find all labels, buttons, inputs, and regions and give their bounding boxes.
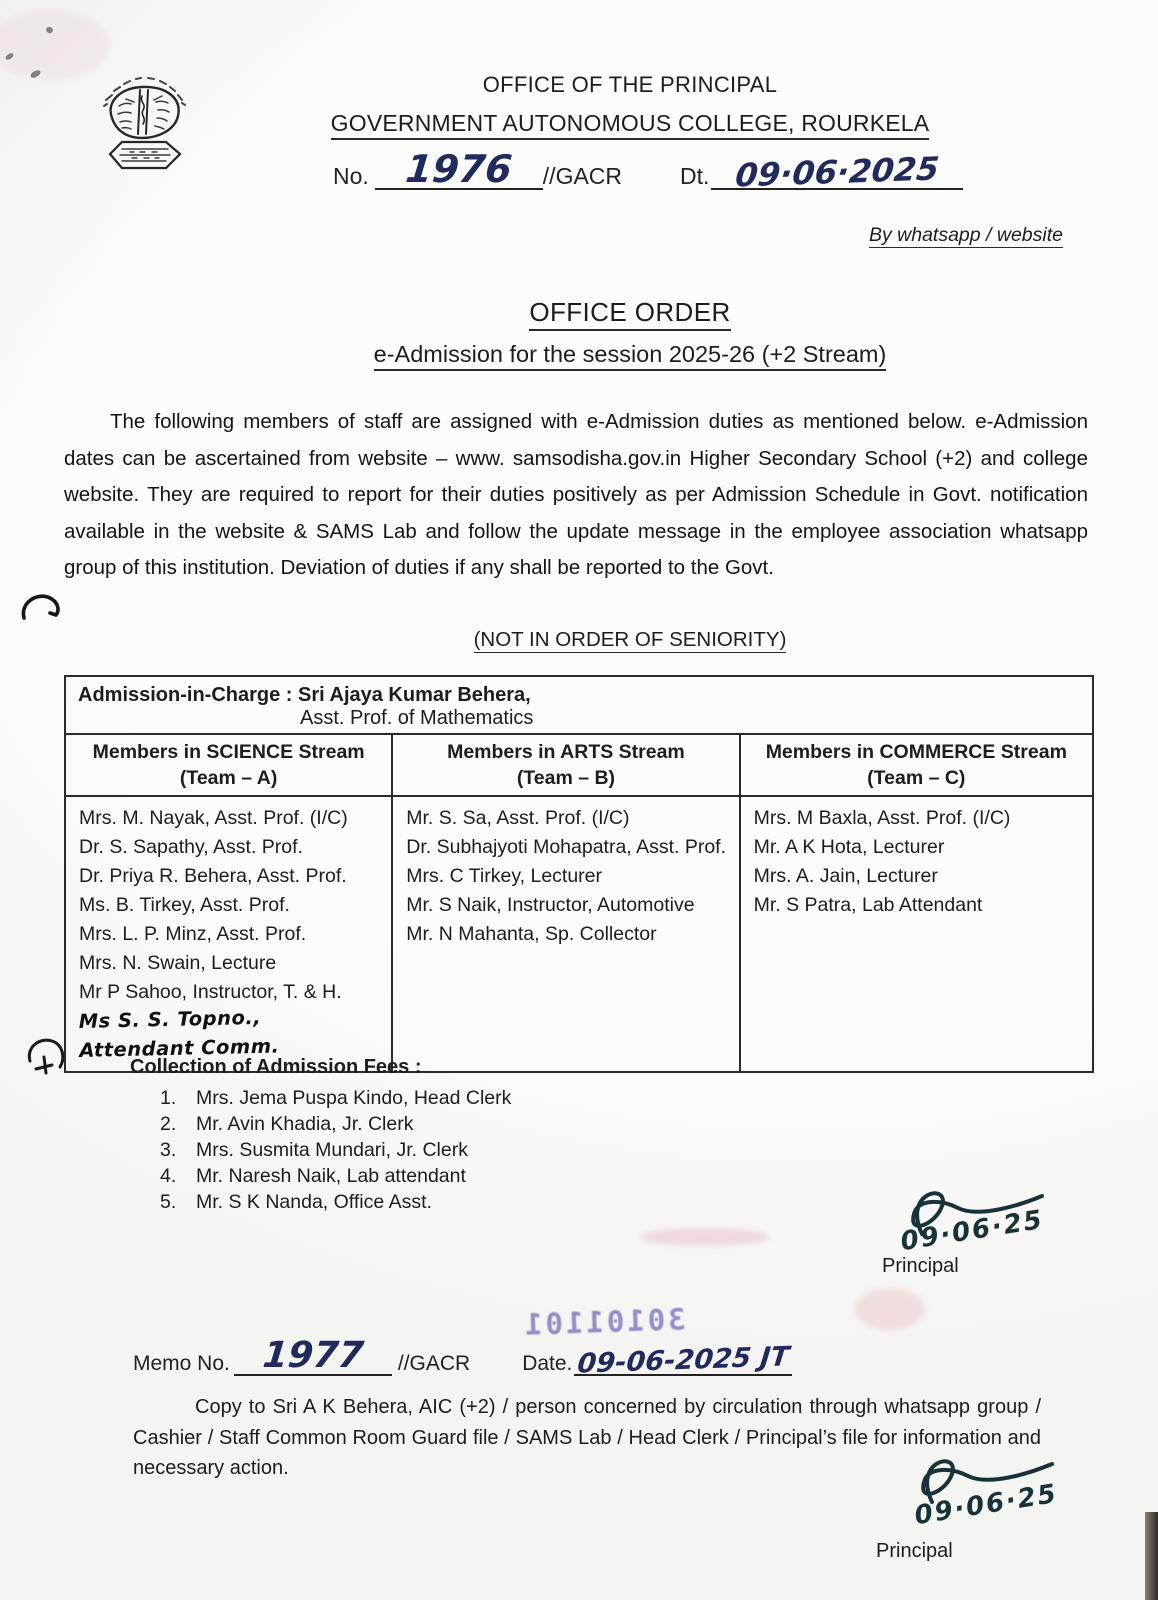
- member-line: Dr. Subhajyoti Mohapatra, Asst. Prof.: [406, 836, 727, 858]
- copy-to-paragraph: Copy to Sri A K Behera, AIC (+2) / person concerned by circulation through whatsapp group / Cashier / Staff Common Room Guard file / SAMS Lab / Head Clerk / Principal’s file for information and necessary action.: [133, 1396, 1041, 1479]
- fees-item-text: Mr. Avin Khadia, Jr. Clerk: [196, 1113, 414, 1135]
- no-underline: [375, 147, 543, 191]
- memo-date-underline: [574, 1341, 792, 1380]
- signature-date: 09·06·25: [898, 1204, 1046, 1258]
- fees-item-number: 3.: [160, 1139, 177, 1161]
- member-line: Dr. Priya R. Behera, Asst. Prof.: [79, 865, 347, 887]
- commerce-header-title: Members in COMMERCE Stream: [765, 741, 1067, 763]
- seniority-note: (NOT IN ORDER OF SENIORITY): [473, 628, 787, 651]
- delivery-note: By whatsapp / website: [868, 224, 1063, 246]
- no-label: No.: [333, 163, 369, 189]
- member-line: Mr. N Mahanta, Sp. Collector: [406, 923, 657, 945]
- fees-item-text: Mrs. Jema Puspa Kindo, Head Clerk: [196, 1087, 512, 1109]
- fees-item-number: 2.: [160, 1113, 177, 1135]
- principal-signature-bottom: [862, 1448, 1102, 1578]
- college-line: GOVERNMENT AUTONOMOUS COLLEGE, ROURKELA: [331, 110, 930, 140]
- fees-item: [160, 1111, 650, 1137]
- memo-label: Memo No.: [133, 1352, 230, 1375]
- no-value-handwritten: 1976: [403, 147, 514, 191]
- arts-column-header: [392, 734, 739, 796]
- doc-title-wrap: [150, 297, 1110, 328]
- number-stamp: 30101101: [521, 1302, 687, 1342]
- arts-header-team: (Team – B): [516, 767, 616, 789]
- delivery-note-wrap: [869, 224, 1063, 247]
- member-line: Mr P Sahoo, Instructor, T. & H.: [79, 981, 342, 1003]
- incharge-designation: Asst. Prof. of Mathematics: [300, 707, 534, 729]
- fees-item: [160, 1137, 650, 1163]
- fees-item-text: Mr. S K Nanda, Office Asst.: [196, 1191, 432, 1213]
- member-line: Mrs. M. Nayak, Asst. Prof. (I/C): [79, 807, 348, 829]
- duty-assignment-table: [64, 675, 1094, 1073]
- memo-date-handwritten: 09-06-2025 JT: [576, 1341, 791, 1380]
- reference-number-line: [333, 147, 963, 195]
- table-row: [65, 676, 1093, 734]
- commerce-members-cell: [740, 796, 1093, 1072]
- member-line: Mrs. A. Jain, Lecturer: [753, 865, 938, 887]
- fees-item: [160, 1085, 650, 1111]
- science-members-cell: [65, 796, 392, 1072]
- arts-members-cell: [392, 796, 739, 1072]
- margin-scribble-mark: [20, 1033, 68, 1085]
- principal-label: Principal: [882, 1255, 959, 1277]
- admission-incharge-cell: [65, 676, 1093, 734]
- commerce-header-team: (Team – C): [867, 767, 966, 789]
- member-line-handwritten: Ms S. S. Topno., Attendant Comm.: [78, 1005, 280, 1062]
- member-line: Mr. S Naik, Instructor, Automotive: [406, 894, 695, 916]
- signature-date: 09·06·25: [912, 1478, 1060, 1532]
- memo-suffix: //GACR: [397, 1352, 471, 1375]
- doc-subtitle: e-Admission for the session 2025-26 (+2 Stream): [374, 341, 887, 371]
- fees-item-number: 1.: [160, 1087, 177, 1109]
- member-line: Mr. A K Hota, Lecturer: [753, 836, 945, 858]
- memo-value-handwritten: 1977: [260, 1335, 366, 1376]
- memo-underline: [234, 1335, 392, 1376]
- commerce-column-header: [740, 734, 1093, 796]
- fees-item: [160, 1163, 650, 1189]
- fees-list: [130, 1085, 650, 1215]
- member-line: Ms. B. Tirkey, Asst. Prof.: [79, 894, 290, 916]
- member-line: Mr. S Patra, Lab Attendant: [753, 894, 983, 916]
- member-line: Dr. S. Sapathy, Asst. Prof.: [79, 836, 303, 858]
- memo-number-line: [133, 1335, 792, 1380]
- member-line: Mrs. N. Swain, Lecture: [79, 952, 277, 974]
- table-header-row: [65, 734, 1093, 796]
- fees-item: [160, 1189, 650, 1215]
- faint-ink-smudge: [640, 1228, 770, 1246]
- fees-item-number: 5.: [160, 1191, 177, 1213]
- member-line: Mrs. C Tirkey, Lecturer: [406, 865, 603, 887]
- seniority-note-wrap: [150, 628, 1110, 652]
- faint-ink-smudge: [855, 1288, 925, 1330]
- dt-underline: [711, 149, 963, 195]
- dt-label: Dt.: [680, 163, 710, 189]
- member-line: Mrs. L. P. Minz, Asst. Prof.: [79, 923, 307, 945]
- member-line: Mr. S. Sa, Asst. Prof. (I/C): [406, 807, 630, 829]
- fees-item-text: Mr. Naresh Naik, Lab attendant: [196, 1165, 466, 1187]
- table-body-row: [65, 796, 1093, 1072]
- body-paragraph: The following members of staff are assigned with e-Admission duties as mentioned below. e-Admission dates can be ascertained from website – www. samsodisha.gov.in Higher Secondary School (+2) and college website. They are required to report for their duties positively as per Admission Schedule in Govt. notification available in the website & SAMS Lab and follow the update message in the employee association whatsapp group of this institution. Deviation of duties if any shall be reported to the Govt.: [64, 410, 1088, 579]
- no-suffix: //GACR: [542, 163, 623, 189]
- memo-date-label: Date.: [522, 1352, 573, 1375]
- college-line-wrap: [150, 110, 1110, 137]
- principal-label: Principal: [876, 1540, 953, 1562]
- margin-pen-mark: [18, 590, 68, 624]
- office-line: OFFICE OF THE PRINCIPAL: [482, 72, 778, 97]
- science-header-title: Members in SCIENCE Stream: [92, 741, 365, 763]
- incharge-name: Admission-in-Charge : Sri Ajaya Kumar Behera,: [78, 684, 531, 706]
- member-line: Mrs. M Baxla, Asst. Prof. (I/C): [753, 807, 1011, 829]
- doc-subtitle-wrap: [150, 341, 1110, 368]
- fees-item-number: 4.: [160, 1165, 177, 1187]
- fees-heading: Collection of Admission Fees :: [130, 1056, 422, 1078]
- arts-header-title: Members in ARTS Stream: [447, 741, 685, 763]
- principal-signature-top: [862, 1182, 1092, 1292]
- scan-edge-artifact: [1145, 1512, 1158, 1600]
- fees-item-text: Mrs. Susmita Mundari, Jr. Clerk: [196, 1139, 468, 1161]
- fees-section: [130, 1056, 650, 1215]
- science-column-header: [65, 734, 392, 796]
- dt-value-handwritten: 09·06·2025: [733, 149, 942, 195]
- science-header-team: (Team – A): [179, 767, 278, 789]
- doc-title: OFFICE ORDER: [529, 297, 730, 331]
